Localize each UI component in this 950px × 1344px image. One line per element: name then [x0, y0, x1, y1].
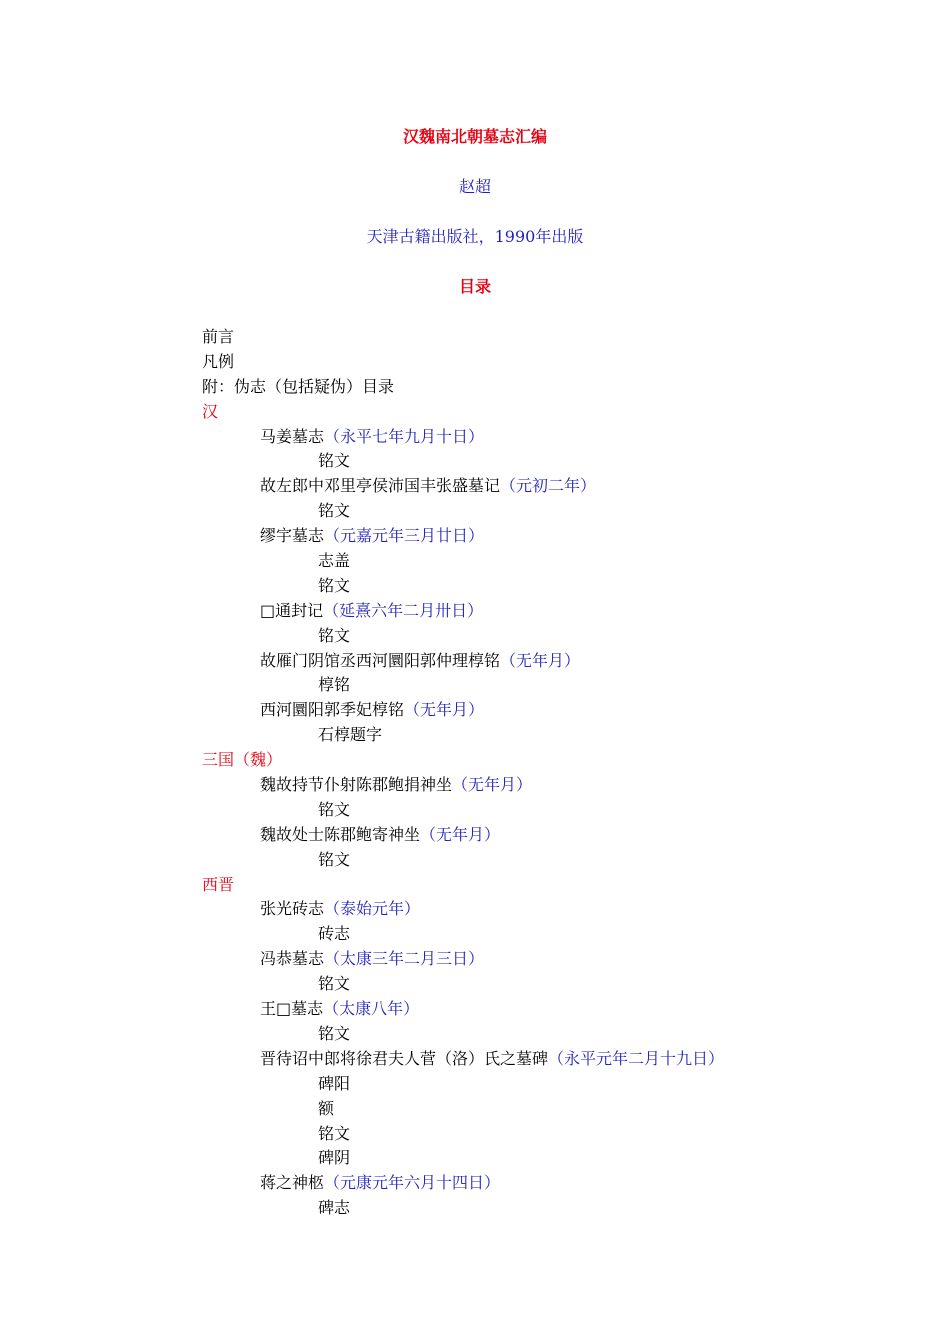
toc-subentry [202, 972, 922, 997]
toc-text: 铭文 [318, 575, 351, 595]
toc-entry [202, 773, 922, 798]
author-name: 赵超 [458, 177, 491, 196]
publisher-info: 天津古籍出版社，1990年出版 [366, 227, 584, 246]
toc-date: （永平元年二月十九日） [548, 1048, 725, 1068]
toc-heading: 目录 [458, 277, 491, 296]
toc-subentry [202, 449, 922, 474]
toc-era-heading [202, 873, 922, 898]
toc-subentry [202, 798, 922, 823]
toc-text: 王□墓志 [260, 999, 324, 1019]
toc-text: 铭文 [318, 849, 351, 869]
toc-front-matter [202, 350, 922, 375]
toc-subentry [202, 1022, 922, 1047]
toc-text: 铭文 [318, 451, 351, 471]
toc-text: 铭文 [318, 799, 351, 819]
toc-text: 缪宇墓志 [260, 526, 325, 546]
toc-text: 魏故持节仆射陈郡鲍捐神坐 [260, 775, 453, 795]
toc-front-matter [202, 375, 922, 400]
toc-entry [202, 823, 922, 848]
toc-entry [202, 474, 922, 499]
toc-date: （太康八年） [323, 999, 420, 1019]
toc-date: （无年月） [420, 824, 501, 844]
toc-subentry [202, 1072, 922, 1097]
toc-text: 西河圜阳郭季妃椁铭 [260, 700, 405, 720]
toc-entry [202, 1047, 922, 1072]
toc-text: 砖志 [318, 924, 351, 944]
toc-text: 三国（魏） [202, 750, 283, 770]
toc-subentry [202, 624, 922, 649]
toc-front-matter [202, 325, 922, 350]
toc-subentry [202, 922, 922, 947]
toc-text: 汉 [202, 401, 219, 421]
toc-date: （元嘉元年三月廿日） [324, 526, 485, 546]
toc-entry [202, 524, 922, 549]
table-of-contents [202, 325, 922, 1221]
toc-text: 碑阳 [318, 1073, 351, 1093]
toc-text: 铭文 [318, 625, 351, 645]
toc-entry [202, 897, 922, 922]
toc-text: 前言 [202, 327, 235, 346]
toc-subentry [202, 673, 922, 698]
toc-subentry [202, 723, 922, 748]
toc-date: （元康元年六月十四日） [324, 1173, 501, 1193]
toc-entry [202, 997, 922, 1022]
toc-text: 铭文 [318, 1123, 351, 1143]
toc-entry [202, 649, 922, 674]
toc-text: 铭文 [318, 974, 351, 994]
toc-subentry [202, 1196, 922, 1221]
toc-subentry [202, 549, 922, 574]
toc-date: （太康三年二月三日） [324, 949, 485, 969]
toc-text: 故左郎中邓里亭侯沛国丰张盛墓记 [260, 476, 501, 496]
toc-date: （延熹六年二月卅日） [323, 600, 484, 620]
toc-date: （永平七年九月十日） [324, 426, 485, 446]
toc-date: （无年月） [500, 650, 581, 670]
toc-text: 魏故处士陈郡鲍寄神坐 [260, 824, 421, 844]
toc-text: 故雁门阴馆丞西河圜阳郭仲理椁铭 [260, 650, 501, 670]
toc-text: 铭文 [318, 1023, 351, 1043]
toc-date: （元初二年） [500, 476, 597, 496]
toc-text: 凡例 [202, 351, 235, 371]
toc-text: 蒋之神柩 [260, 1173, 325, 1193]
toc-text: 张光砖志 [260, 899, 325, 919]
toc-text: 附：伪志（包括疑伪）目录 [202, 376, 395, 396]
toc-era-heading [202, 400, 922, 425]
toc-text: 椁铭 [318, 675, 351, 695]
toc-subentry [202, 848, 922, 873]
toc-text: □通封记 [260, 600, 324, 620]
toc-text: 马姜墓志 [260, 426, 325, 446]
toc-entry [202, 947, 922, 972]
toc-entry [202, 698, 922, 723]
document-title: 汉魏南北朝墓志汇编 [402, 127, 547, 146]
toc-text: 额 [318, 1098, 335, 1118]
toc-entry [202, 425, 922, 450]
toc-subentry [202, 499, 922, 524]
toc-subentry [202, 1146, 922, 1171]
toc-entry [202, 1171, 922, 1196]
toc-era-heading [202, 748, 922, 773]
toc-subentry [202, 574, 922, 599]
toc-text: 志盖 [318, 551, 351, 571]
toc-date: （泰始元年） [324, 899, 421, 919]
toc-date: （无年月） [404, 700, 485, 720]
toc-text: 碑志 [318, 1198, 351, 1218]
toc-text: 晋待诏中郎将徐君夫人菅（洛）氏之墓碑 [260, 1048, 549, 1068]
toc-date: （无年月） [452, 775, 533, 795]
toc-subentry [202, 1122, 922, 1147]
toc-text: 冯恭墓志 [260, 949, 325, 969]
toc-text: 铭文 [318, 501, 351, 521]
toc-subentry [202, 1097, 922, 1122]
toc-text: 西晋 [202, 874, 235, 894]
toc-entry [202, 599, 922, 624]
toc-text: 碑阴 [318, 1148, 351, 1168]
toc-text: 石椁题字 [318, 725, 383, 745]
